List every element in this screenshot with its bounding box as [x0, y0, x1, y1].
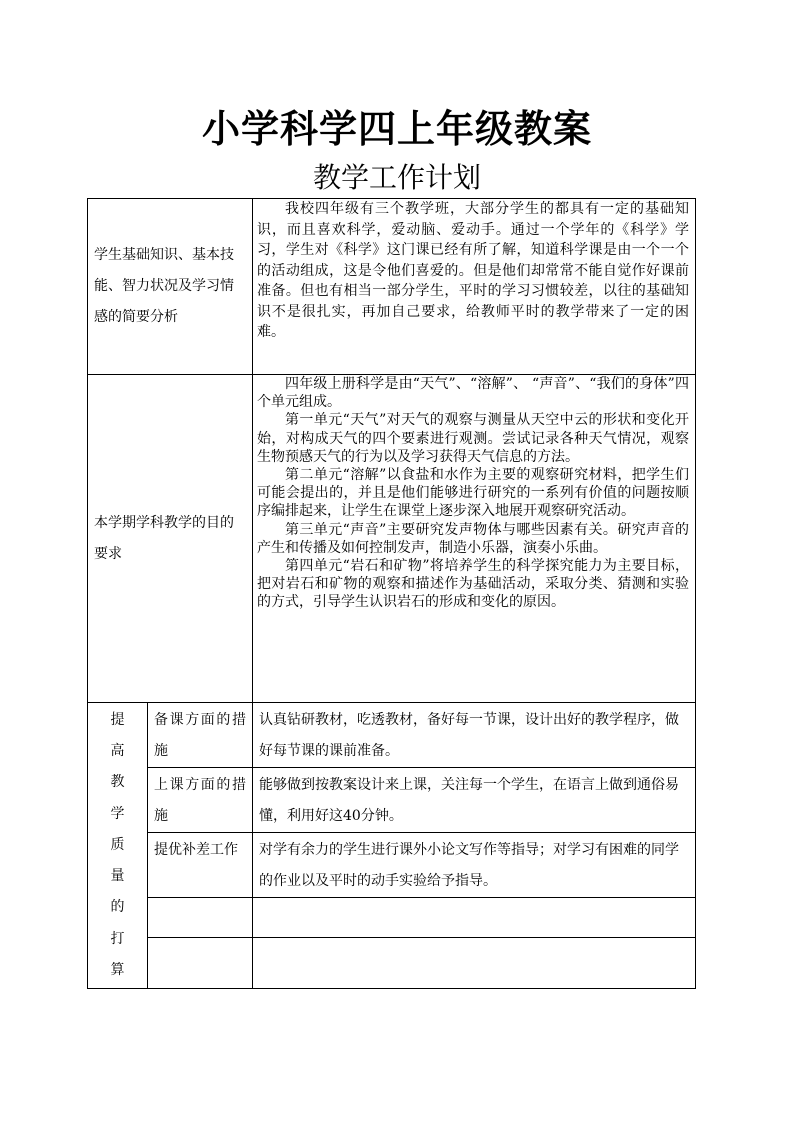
- goals-paragraph: 第四单元“岩石和矿物”将培养学生的科学探究能力为主要目标，把对岩石和矿物的观察和描述作为基础活动，采取分类、猜测和实验的方式，引导学生认识岩石的形成和变化的原因。: [257, 558, 689, 611]
- goals-paragraph: 第二单元“溶解”以食盐和水作为主要的观察研究材料，把学生们可能会提出的，并且是他们能够进行研究的一系列有价值的问题按顺序编排起来，让学生在课堂上逐步深入地展开观察研究活动。: [257, 467, 689, 520]
- table-row-empty: [88, 938, 696, 989]
- tutoring-label: 提优补差工作: [148, 833, 253, 898]
- empty-content: [253, 938, 696, 989]
- goals-content: [253, 375, 696, 703]
- prep-label: 备课方面的措施: [148, 703, 253, 768]
- tutoring-content: 对学有余力的学生进行课外小论文写作等指导；对学习有困难的同学的作业以及平时的动手实验给予指导。: [253, 833, 696, 898]
- plan-table: [87, 198, 696, 989]
- table-row-empty: [88, 898, 696, 938]
- analysis-label: 学生基础知识、基本技能、智力状况及学习情感的简要分析: [88, 199, 253, 375]
- table-row-class: [88, 768, 696, 833]
- table-row-tutoring: [88, 833, 696, 898]
- improve-label: 提 高 教 学 质 量 的 打 算: [88, 703, 148, 989]
- class-label: 上课方面的措施: [148, 768, 253, 833]
- goals-paragraph: 第三单元“声音”主要研究发声物体与哪些因素有关。研究声音的产生和传播及如何控制发声，制造小乐器，演奏小乐曲。: [257, 521, 689, 556]
- empty-content: [253, 898, 696, 938]
- empty-label: [148, 938, 253, 989]
- goals-paragraph: 第一单元“天气”对天气的观察与测量从天空中云的形状和变化开始，对构成天气的四个要素进行观测。尝试记录各种天气情况，观察生物预感天气的行为以及学习获得天气信息的方法。: [257, 412, 689, 465]
- table-row-analysis: [88, 199, 696, 375]
- prep-content: 认真钻研教材，吃透教材，备好每一节课，设计出好的教学程序，做好每节课的课前准备。: [253, 703, 696, 768]
- class-content: 能够做到按教案设计来上课，关注每一个学生，在语言上做到通俗易懂，利用好这40分钟。: [253, 768, 696, 833]
- table-row-prep: [88, 703, 696, 768]
- page-subtitle: 教学工作计划: [312, 161, 481, 194]
- goals-paragraph: 四年级上册科学是由“天气”、“溶解”、 “声音”、“我们的身体”四个单元组成。: [257, 376, 689, 411]
- table-row-goals: [88, 375, 696, 703]
- empty-label: [148, 898, 253, 938]
- goals-label: 本学期学科教学的目的要求: [88, 375, 253, 703]
- page-title: 小学科学四上年级教案: [201, 107, 592, 151]
- analysis-content: 我校四年级有三个教学班，大部分学生的都具有一定的基础知识，而且喜欢科学，爱动脑、爱动手。通过一个学年的《科学》学习，学生对《科学》这门课已经有所了解，知道科学课是由一个一个的活动组成，这是令他们喜爱的。但是他们却常常不能自觉作好课前准备。但也有相当一部分学生，平时的学习习惯较差，以往的基础知识不是很扎实，再加自己要求，给教师平时的教学带来了一定的困难。: [253, 199, 696, 375]
